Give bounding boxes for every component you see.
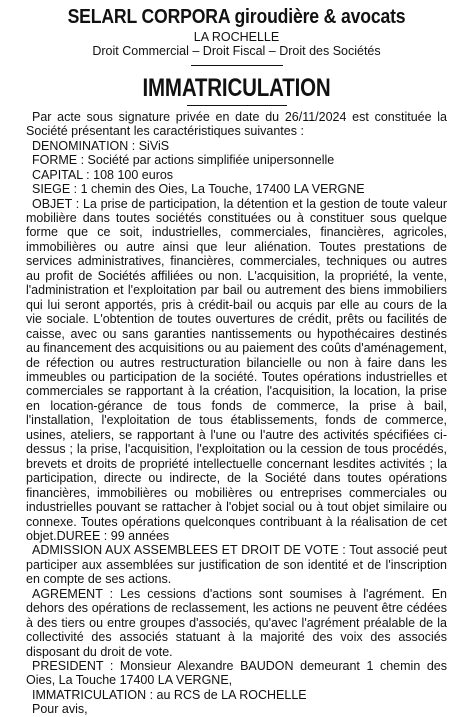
header-divider bbox=[191, 65, 283, 66]
firm-city: LA ROCHELLE bbox=[193, 30, 280, 44]
president-paragraph: PRESIDENT : Monsieur Alexandre BAUDON demeurant 1 chemin des Oies, La Touche 17400 LA VERGNE, bbox=[26, 659, 447, 688]
objet-paragraph: OBJET : La prise de participation, la détention et la gestion de toute valeur mobilière dans toutes sociétés constituées ou à constituer sous quelque forme que ce soit, industrielles, commerciales, financières, agricoles, immobilières ou autre ainsi que leur aliénation. Toutes prestations de services administratives, financières, commerciales, techniques ou autres au profit de Sociétés affiliées ou non. L'acquisition, la propriété, la vente, l'administration et l'exploitation par bail ou autrement des biens immobiliers qui lui seront apportés, pris à crédit-bail ou acquis par elle au cours de la vie sociale. L'obtention de toutes ouvertures de crédit, prêts ou facilités de caisse, avec ou sans garanties nantissements ou hypothécaires destinés au financement des acquisitions ou au paiement des coûts d'aménagement, de réfection ou autres restructuration bilancielle ou non à faire dans les immeubles ou participation de la société. Toutes opérations industrielles et commerciales se rapportant à la création, l'acquisition, la location, la prise en location-gérance de tous fonds de commerce, la prise à bail, l'installation, l'exploitation de tous établissements, fonds de commerce, usines, ateliers, se rapportant à l'une ou l'autre des activités spécifiées ci-dessus ; la prise, l'acquisition, l'exploitation ou la cession de tous procédés, brevets et droits de propriété intellectuelle concernant lesdites activités ; la participation, directe ou indirecte, de la Société dans toutes opérations financières, immobilières ou mobilières ou entreprises commerciales ou industrielles pouvant se rattacher à l'objet social ou à tout objet similaire ou connexe. Toutes opérations quelconques contribuant à la réalisation de cet objet.DUREE : 99 années bbox=[26, 196, 447, 543]
title-divider bbox=[187, 105, 287, 106]
firm-name: SELARL CORPORA giroudière & avocats bbox=[67, 5, 406, 28]
firm-specialties: Droit Commercial – Droit Fiscal – Droit des Sociétés bbox=[92, 44, 381, 59]
capital-line: CAPITAL : 108 100 euros bbox=[32, 167, 174, 182]
siege-line: SIEGE : 1 chemin des Oies, La Touche, 17400 LA VERGNE bbox=[32, 182, 365, 197]
denomination-line: DENOMINATION : SiViS bbox=[32, 138, 170, 153]
closing-line: Pour avis, bbox=[32, 702, 88, 717]
forme-line: FORME : Société par actions simplifiée unipersonnelle bbox=[32, 153, 335, 168]
notice-body bbox=[26, 110, 447, 717]
intro-paragraph: Par acte sous signature privée en date du 26/11/2024 est constituée la Société présentant les caractéristiques suivantes : bbox=[26, 109, 447, 139]
immatriculation-line: IMMATRICULATION : au RCS de LA ROCHELLE bbox=[32, 687, 307, 702]
notice-title: IMMATRICULATION bbox=[142, 73, 331, 102]
agrement-paragraph: AGREMENT : Les cessions d'actions sont soumises à l'agrément. En dehors des opérations de reclassement, les actions ne peuvent être cédées à des tiers ou entre groupes d'associés, qu'avec l'agrément préalable de la collectivité des associés statuant à la majorité des voix des associés disposant du droit de vote. bbox=[26, 586, 447, 659]
admission-paragraph: ADMISSION AUX ASSEMBLEES ET DROIT DE VOTE : Tout associé peut participer aux assemblées sur justification de son identité et de l'inscription en compte de ses actions. bbox=[26, 543, 447, 587]
